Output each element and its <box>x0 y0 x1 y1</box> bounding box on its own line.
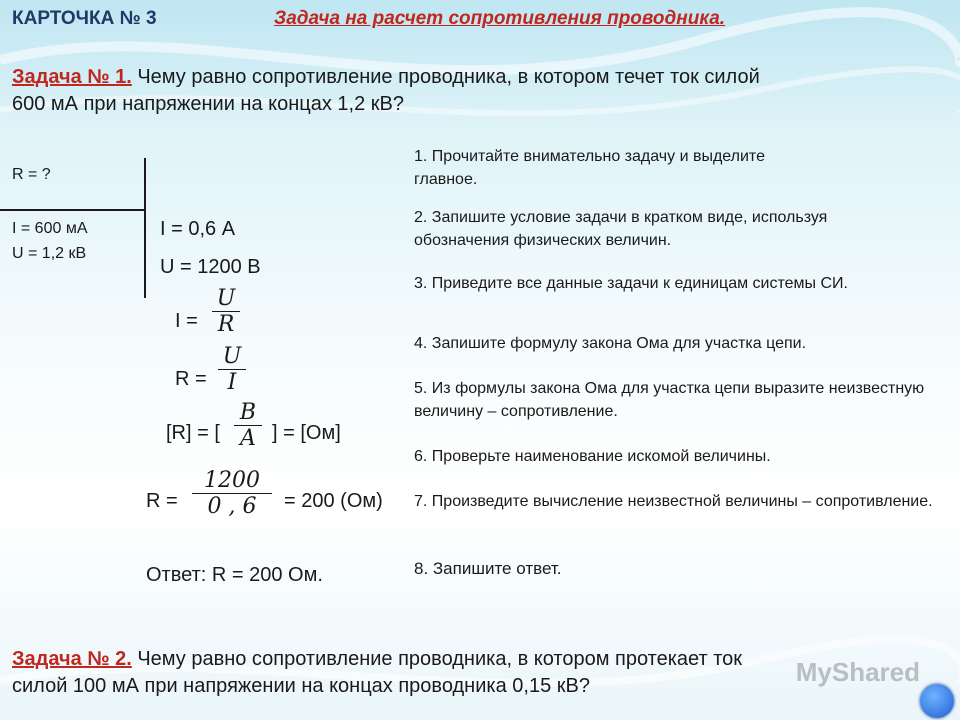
step-2: 2. Запишите условие задачи в кратком виде, используя обозначения физических величин. <box>414 209 828 249</box>
task-1-text: Чему равно сопротивление проводника, в котором течет ток силой <box>131 66 760 88</box>
r-formula-denominator: I <box>218 369 246 395</box>
step-6: 6. Проверьте наименование искомой величины. <box>414 448 771 465</box>
task-2-text: Чему равно сопротивление проводника, в котором протекает ток <box>131 648 743 670</box>
given-divider <box>0 209 144 211</box>
unit-prefix: [R] = [ <box>166 422 220 444</box>
calc-suffix: = 200 (Ом) <box>284 490 383 512</box>
task-1-label: Задача № 1. <box>12 66 132 88</box>
r-formula-prefix: R = <box>175 368 207 390</box>
watermark: MyShared <box>795 657 920 687</box>
step-3: 3. Приведите все данные задачи к единицам системы СИ. <box>414 275 848 292</box>
task-1 <box>12 64 942 118</box>
unit-numerator: В <box>239 400 257 425</box>
calc-denominator: 0 , 6 <box>192 493 272 519</box>
si-voltage: U = 1200 В <box>160 256 261 278</box>
calc-fraction <box>192 468 272 519</box>
step-7: 7. Произведите вычисление неизвестной величины – сопротивление. <box>414 493 933 510</box>
step-1: 1. Прочитайте внимательно задачу и выделите главное. <box>414 148 765 188</box>
ohm-prefix: I = <box>175 310 198 332</box>
unit-fraction <box>234 400 262 451</box>
given-current: I = 600 мА <box>12 220 88 237</box>
r-formula-fraction <box>218 344 246 395</box>
task-2-label: Задача № 2. <box>12 648 132 670</box>
ohm-numerator: U <box>216 286 236 311</box>
step-4: 4. Запишите формулу закона Ома для участка цепи. <box>414 335 807 352</box>
given-vertical-line <box>144 158 146 298</box>
ohm-denominator: R <box>212 311 240 337</box>
r-formula-numerator: U <box>222 344 242 369</box>
task-1-text-2: 600 мА при напряжении на концах 1,2 кВ? <box>12 93 405 115</box>
step-8: 8. Запишите ответ. <box>414 559 562 578</box>
answer: Ответ: R = 200 Ом. <box>146 564 323 586</box>
ohm-fraction <box>212 286 240 337</box>
unit-suffix: ] = [Ом] <box>272 422 341 444</box>
given-voltage: U = 1,2 кВ <box>12 245 87 262</box>
nav-button[interactable] <box>920 684 954 718</box>
si-current: I = 0,6 А <box>160 218 236 240</box>
step-5: 5. Из формулы закона Ома для участка цепи выразите неизвестную величину – сопротивление. <box>414 380 925 420</box>
calc-prefix: R = <box>146 490 178 512</box>
card-topic: Задача на расчет сопротивления проводника. <box>274 8 726 29</box>
calc-numerator: 1200 <box>204 468 260 493</box>
given-find: R = ? <box>12 166 51 183</box>
task-2-text-2: силой 100 мА при напряжении на концах проводника 0,15 кВ? <box>12 675 590 697</box>
card-number: КАРТОЧКА № 3 <box>12 8 157 29</box>
unit-denominator: А <box>234 425 262 451</box>
